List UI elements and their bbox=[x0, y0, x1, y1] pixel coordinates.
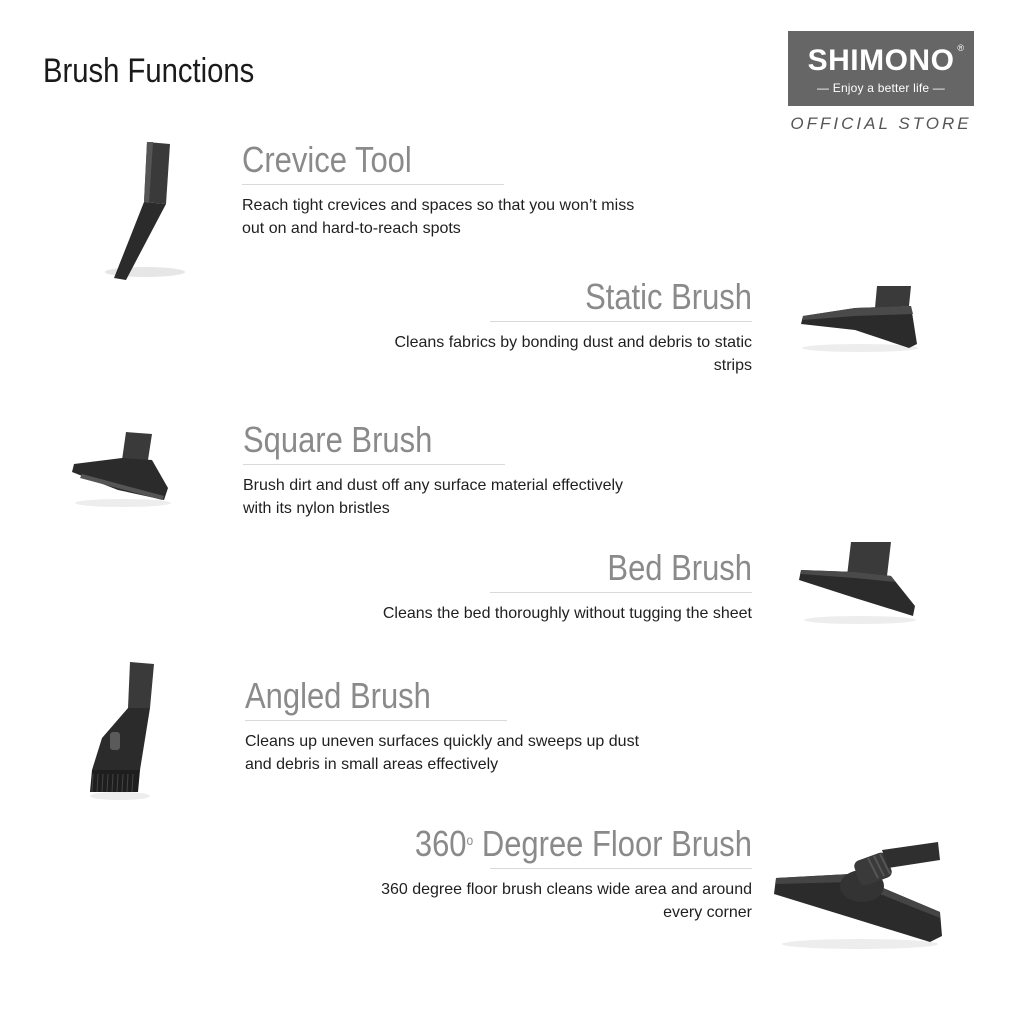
brand-name: SHIMONO bbox=[807, 44, 955, 77]
feature-square-brush bbox=[243, 420, 643, 520]
feature-bed-brush bbox=[352, 548, 752, 625]
brand-tagline: — Enjoy a better life — bbox=[817, 81, 945, 95]
feature-crevice-tool bbox=[242, 140, 642, 240]
feature-static-brush bbox=[352, 277, 752, 377]
degree-superscript: o bbox=[466, 832, 474, 848]
feature-description: Reach tight crevices and spaces so that you won’t miss out on and hard-to-reach spots bbox=[242, 197, 635, 237]
feature-description: Cleans the bed thoroughly without tugging the sheet bbox=[382, 605, 752, 622]
feature-title: Angled Brush bbox=[245, 675, 431, 716]
feature-title: Square Brush bbox=[243, 419, 433, 460]
angled-brush-icon bbox=[80, 658, 170, 803]
page-title: Brush Functions bbox=[43, 52, 255, 90]
feature-angled-brush bbox=[245, 676, 645, 776]
feature-description: Brush dirt and dust off any surface material effectively with its nylon bristles bbox=[243, 477, 624, 517]
divider bbox=[490, 592, 752, 593]
divider bbox=[490, 321, 752, 322]
registered-mark: ® bbox=[957, 43, 964, 53]
brand-logo bbox=[788, 31, 974, 106]
feature-title bbox=[408, 824, 752, 868]
divider bbox=[490, 868, 752, 869]
static-brush-icon bbox=[795, 278, 925, 358]
feature-description: Cleans fabrics by bonding dust and debris to static strips bbox=[394, 334, 752, 374]
divider bbox=[243, 464, 505, 465]
floor-brush-icon bbox=[770, 838, 950, 953]
feature-description: Cleans up uneven surfaces quickly and sweeps up dust and debris in small areas effectively bbox=[245, 733, 640, 773]
title-rest: Degree Floor Brush bbox=[473, 823, 752, 864]
official-store-label: OFFICIAL STORE bbox=[790, 114, 972, 133]
crevice-tool-icon bbox=[100, 138, 210, 288]
divider bbox=[242, 184, 504, 185]
bed-brush-icon bbox=[795, 536, 925, 628]
feature-description: 360 degree floor brush cleans wide area and around every corner bbox=[381, 881, 752, 921]
title-number: 360 bbox=[414, 823, 467, 864]
feature-title: Bed Brush bbox=[607, 547, 752, 588]
feature-title: Crevice Tool bbox=[242, 139, 412, 180]
feature-title: Static Brush bbox=[585, 276, 752, 317]
square-brush-icon bbox=[68, 426, 178, 511]
divider bbox=[245, 720, 507, 721]
feature-360-floor-brush bbox=[352, 824, 752, 924]
